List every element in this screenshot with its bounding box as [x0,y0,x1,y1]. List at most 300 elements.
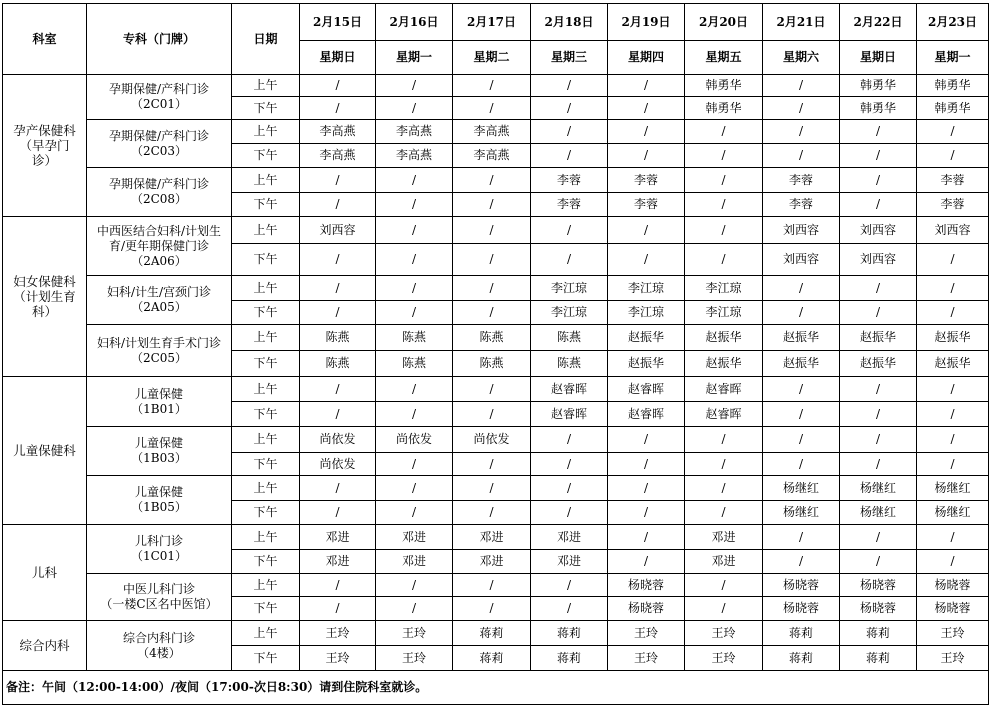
empty-slot: / [531,453,608,476]
doctor-name: 韩勇华 [840,97,917,120]
doctor-name: 王玲 [300,621,376,646]
empty-slot: / [376,377,453,402]
empty-slot: / [685,244,763,276]
empty-slot: / [840,144,917,168]
doctor-name: 杨晓蓉 [917,574,989,597]
doctor-name: 邓进 [685,550,763,574]
empty-slot: / [531,217,608,244]
specialty-line: 综合内科门诊 [122,630,195,645]
doctor-name: 赵睿晖 [685,402,763,427]
period-cell: 上午 [232,217,300,244]
header-specialty: 专科（门牌） [87,4,232,75]
period-cell: 下午 [232,301,300,325]
empty-slot: / [763,402,840,427]
specialty-name [87,427,232,476]
doctor-name: 赵睿晖 [531,402,608,427]
empty-slot: / [453,402,531,427]
doctor-name: 邓进 [531,550,608,574]
empty-slot: / [376,244,453,276]
period-cell: 上午 [232,574,300,597]
doctor-name: 杨晓蓉 [840,597,917,621]
header-weekday: 星期日 [840,41,917,75]
empty-slot: / [917,144,989,168]
empty-slot: / [453,597,531,621]
empty-slot: / [917,525,989,550]
empty-slot: / [608,217,685,244]
doctor-name: 蒋莉 [453,621,531,646]
footer-note: 备注：午间（12:00-14:00）/夜间（17:00-次日8:30）请到住院科室就诊。 [6,680,428,694]
empty-slot: / [763,427,840,453]
doctor-name: 赵振华 [917,325,989,351]
empty-slot: / [376,574,453,597]
doctor-name: 李蓉 [917,193,989,217]
specialty-line: 儿童保健 [134,436,183,450]
doctor-name: 李江琼 [685,276,763,301]
doctor-name: 陈燕 [453,351,531,377]
doctor-name: 李江琼 [685,301,763,325]
empty-slot: / [453,301,531,325]
specialty-name [87,377,232,427]
empty-slot: / [376,453,453,476]
doctor-name: 杨晓蓉 [840,574,917,597]
doctor-name: 蒋莉 [840,646,917,671]
empty-slot: / [300,597,376,621]
empty-slot: / [685,501,763,525]
doctor-name: 王玲 [917,621,989,646]
empty-slot: / [376,476,453,501]
specialty-name [87,276,232,325]
header-date: 2月18日 [531,4,608,41]
empty-slot: / [685,168,763,193]
empty-slot: / [531,244,608,276]
empty-slot: / [608,453,685,476]
department-name-line: （早孕门 [19,138,70,153]
empty-slot: / [840,120,917,144]
empty-slot: / [685,144,763,168]
doctor-name: 邓进 [300,550,376,574]
specialty-line: 中西医结合妇科/计划生 [96,223,222,238]
empty-slot: / [376,168,453,193]
doctor-name: 李高燕 [453,120,531,144]
department-name [3,75,87,217]
doctor-name: 杨晓蓉 [763,597,840,621]
doctor-name: 王玲 [608,621,685,646]
empty-slot: / [300,476,376,501]
period-cell: 下午 [232,453,300,476]
doctor-name: 尚依发 [453,427,531,453]
specialty-line: 育/更年期保健门诊 [108,238,210,253]
doctor-name: 李蓉 [917,168,989,193]
empty-slot: / [763,144,840,168]
department-name [3,621,87,671]
empty-slot: / [300,301,376,325]
doctor-name: 李江琼 [531,301,608,325]
empty-slot: / [763,301,840,325]
specialty-name [87,476,232,525]
doctor-name: 李江琼 [531,276,608,301]
specialty-name [87,574,232,621]
empty-slot: / [300,501,376,525]
header-weekday: 星期五 [685,41,763,75]
period-cell: 下午 [232,646,300,671]
empty-slot: / [840,525,917,550]
department-name-line: （计划生育 [13,289,76,304]
doctor-name: 李江琼 [608,276,685,301]
schedule-row [3,217,989,244]
schedule-row [3,476,989,501]
specialty-name [87,168,232,217]
doctor-name: 杨晓蓉 [763,574,840,597]
specialty-line: （1B05） [131,500,187,514]
department-name-line: 儿童保健科 [13,443,76,458]
department-name-line: 科） [31,304,57,319]
doctor-name: 李蓉 [763,193,840,217]
doctor-name: 杨继红 [763,501,840,525]
empty-slot: / [917,120,989,144]
empty-slot: / [917,244,989,276]
period-cell: 上午 [232,476,300,501]
schedule-row [3,574,989,597]
empty-slot: / [608,75,685,97]
period-cell: 上午 [232,525,300,550]
doctor-name: 陈燕 [531,351,608,377]
doctor-name: 陈燕 [376,325,453,351]
department-name-line: 妇女保健科 [13,274,76,289]
specialty-name [87,325,232,377]
empty-slot: / [376,75,453,97]
empty-slot: / [840,453,917,476]
doctor-name: 韩勇华 [917,97,989,120]
period-cell: 上午 [232,75,300,97]
empty-slot: / [453,501,531,525]
specialty-line: （1B03） [131,451,187,465]
empty-slot: / [608,476,685,501]
empty-slot: / [685,427,763,453]
doctor-name: 李高燕 [453,144,531,168]
empty-slot: / [917,377,989,402]
specialty-line: （2A06） [131,253,187,268]
specialty-line: （1C01） [130,549,188,563]
schedule-row [3,75,989,97]
specialty-line: （4楼） [137,645,181,660]
doctor-name: 杨继红 [840,501,917,525]
doctor-name: 蒋莉 [840,621,917,646]
department-name-line: 儿科 [31,565,57,580]
specialty-name [87,120,232,168]
empty-slot: / [453,476,531,501]
doctor-name: 李蓉 [531,168,608,193]
doctor-name: 刘西容 [840,217,917,244]
empty-slot: / [685,597,763,621]
empty-slot: / [453,168,531,193]
specialty-line: 儿科门诊 [134,534,183,548]
period-cell: 上午 [232,168,300,193]
schedule-row [3,325,989,351]
doctor-name: 王玲 [917,646,989,671]
empty-slot: / [300,402,376,427]
doctor-name: 赵振华 [685,351,763,377]
empty-slot: / [453,217,531,244]
specialty-line: （2C03） [130,143,188,158]
period-cell: 下午 [232,597,300,621]
doctor-name: 李江琼 [608,301,685,325]
period-cell: 上午 [232,377,300,402]
doctor-name: 蒋莉 [763,646,840,671]
specialty-line: 妇科/计生/宫颈门诊 [106,285,212,299]
specialty-line: （2C05） [130,350,188,365]
department-name-line: 综合内科 [19,638,70,653]
header-date: 2月19日 [608,4,685,41]
doctor-name: 赵振华 [917,351,989,377]
period-cell: 下午 [232,193,300,217]
header-date: 2月20日 [685,4,763,41]
doctor-name: 李高燕 [376,120,453,144]
specialty-line: 孕期保健/产科门诊 [108,128,210,143]
period-cell: 上午 [232,276,300,301]
empty-slot: / [917,276,989,301]
empty-slot: / [300,193,376,217]
department-name-line: 诊） [31,153,57,168]
department-name [3,377,87,525]
empty-slot: / [531,574,608,597]
empty-slot: / [608,525,685,550]
header-weekday: 星期一 [376,41,453,75]
period-cell: 上午 [232,120,300,144]
empty-slot: / [531,120,608,144]
doctor-name: 杨继红 [917,501,989,525]
doctor-name: 陈燕 [376,351,453,377]
doctor-name: 杨继红 [840,476,917,501]
doctor-name: 赵睿晖 [608,402,685,427]
empty-slot: / [531,144,608,168]
period-cell: 上午 [232,427,300,453]
empty-slot: / [531,97,608,120]
empty-slot: / [917,427,989,453]
empty-slot: / [376,276,453,301]
schedule-row [3,621,989,646]
header-date: 2月17日 [453,4,531,41]
empty-slot: / [376,301,453,325]
doctor-name: 蒋莉 [531,646,608,671]
doctor-name: 尚依发 [300,453,376,476]
specialty-line: 儿童保健 [134,386,183,401]
specialty-line: （2C01） [130,97,188,111]
doctor-name: 李蓉 [608,168,685,193]
specialty-line: （2A05） [131,300,187,314]
doctor-name: 陈燕 [531,325,608,351]
empty-slot: / [453,75,531,97]
empty-slot: / [608,244,685,276]
schedule-table [2,3,989,671]
doctor-name: 陈燕 [300,351,376,377]
empty-slot: / [608,144,685,168]
empty-slot: / [763,75,840,97]
empty-slot: / [376,501,453,525]
specialty-line: 中医儿科门诊 [122,582,195,596]
doctor-name: 邓进 [376,525,453,550]
doctor-name: 赵睿晖 [685,377,763,402]
empty-slot: / [453,193,531,217]
doctor-name: 陈燕 [300,325,376,351]
period-cell: 下午 [232,351,300,377]
specialty-line: 妇科/计划生育手术门诊 [96,335,222,350]
empty-slot: / [453,377,531,402]
empty-slot: / [840,168,917,193]
empty-slot: / [531,75,608,97]
header-weekday: 星期三 [531,41,608,75]
schedule-row [3,427,989,453]
schedule-row [3,120,989,144]
specialty-line: 儿童保健 [134,485,183,499]
empty-slot: / [840,276,917,301]
doctor-name: 赵睿晖 [531,377,608,402]
doctor-name: 邓进 [376,550,453,574]
empty-slot: / [685,574,763,597]
doctor-name: 蒋莉 [453,646,531,671]
empty-slot: / [917,301,989,325]
header-weekday: 星期二 [453,41,531,75]
empty-slot: / [376,217,453,244]
specialty-name [87,525,232,574]
empty-slot: / [300,244,376,276]
specialty-name [87,75,232,120]
schedule-body [3,75,989,671]
empty-slot: / [376,597,453,621]
doctor-name: 刘西容 [917,217,989,244]
empty-slot: / [608,501,685,525]
doctor-name: 赵振华 [608,325,685,351]
doctor-name: 赵振华 [608,351,685,377]
doctor-name: 李蓉 [763,168,840,193]
doctor-name: 王玲 [685,621,763,646]
empty-slot: / [453,574,531,597]
doctor-name: 赵睿晖 [608,377,685,402]
doctor-name: 王玲 [608,646,685,671]
doctor-name: 李高燕 [300,120,376,144]
doctor-name: 王玲 [376,646,453,671]
schedule-row [3,525,989,550]
doctor-name: 杨晓蓉 [608,574,685,597]
empty-slot: / [685,217,763,244]
schedule-row [3,377,989,402]
schedule-row [3,276,989,301]
period-cell: 上午 [232,621,300,646]
empty-slot: / [300,377,376,402]
specialty-line: （一楼C区名中医馆） [100,597,218,611]
empty-slot: / [763,377,840,402]
header-date: 2月16日 [376,4,453,41]
specialty-line: （1B01） [131,401,187,416]
empty-slot: / [531,476,608,501]
footer-frame [2,670,989,705]
doctor-name: 赵振华 [840,325,917,351]
header-date: 2月23日 [917,4,989,41]
department-name [3,525,87,621]
header-weekday: 星期四 [608,41,685,75]
empty-slot: / [376,193,453,217]
header-weekday: 星期一 [917,41,989,75]
period-cell: 下午 [232,550,300,574]
empty-slot: / [453,97,531,120]
doctor-name: 刘西容 [763,244,840,276]
doctor-name: 邓进 [453,550,531,574]
doctor-name: 杨继红 [763,476,840,501]
doctor-name: 陈燕 [453,325,531,351]
period-cell: 下午 [232,144,300,168]
doctor-name: 刘西容 [763,217,840,244]
period-cell: 下午 [232,501,300,525]
empty-slot: / [608,427,685,453]
doctor-name: 赵振华 [763,351,840,377]
doctor-name: 杨晓蓉 [917,597,989,621]
empty-slot: / [840,402,917,427]
empty-slot: / [685,476,763,501]
empty-slot: / [763,453,840,476]
empty-slot: / [300,574,376,597]
period-cell: 上午 [232,325,300,351]
empty-slot: / [608,120,685,144]
empty-slot: / [685,120,763,144]
doctor-name: 李高燕 [376,144,453,168]
doctor-name: 邓进 [300,525,376,550]
doctor-name: 杨晓蓉 [608,597,685,621]
doctor-name: 王玲 [685,646,763,671]
doctor-name: 李蓉 [608,193,685,217]
doctor-name: 王玲 [300,646,376,671]
header-dept: 科室 [3,4,87,75]
period-cell: 下午 [232,244,300,276]
empty-slot: / [531,597,608,621]
header-date: 2月22日 [840,4,917,41]
empty-slot: / [531,427,608,453]
empty-slot: / [300,276,376,301]
specialty-name [87,217,232,276]
doctor-name: 刘西容 [300,217,376,244]
empty-slot: / [763,120,840,144]
period-cell: 下午 [232,402,300,427]
doctor-name: 赵振华 [685,325,763,351]
doctor-name: 韩勇华 [685,75,763,97]
schedule-row [3,168,989,193]
doctor-name: 邓进 [453,525,531,550]
specialty-name [87,621,232,671]
doctor-name: 韩勇华 [685,97,763,120]
empty-slot: / [453,453,531,476]
empty-slot: / [763,97,840,120]
header-period: 日期 [232,4,300,75]
empty-slot: / [840,301,917,325]
empty-slot: / [300,97,376,120]
empty-slot: / [608,97,685,120]
doctor-name: 刘西容 [840,244,917,276]
empty-slot: / [917,402,989,427]
empty-slot: / [531,501,608,525]
doctor-name: 韩勇华 [917,75,989,97]
empty-slot: / [453,244,531,276]
empty-slot: / [453,276,531,301]
doctor-name: 尚依发 [376,427,453,453]
empty-slot: / [376,402,453,427]
specialty-line: 孕期保健/产科门诊 [108,82,210,96]
doctor-name: 尚依发 [300,427,376,453]
doctor-name: 赵振华 [840,351,917,377]
doctor-name: 邓进 [531,525,608,550]
empty-slot: / [300,168,376,193]
doctor-name: 蒋莉 [763,621,840,646]
period-cell: 下午 [232,97,300,120]
empty-slot: / [300,75,376,97]
empty-slot: / [376,97,453,120]
